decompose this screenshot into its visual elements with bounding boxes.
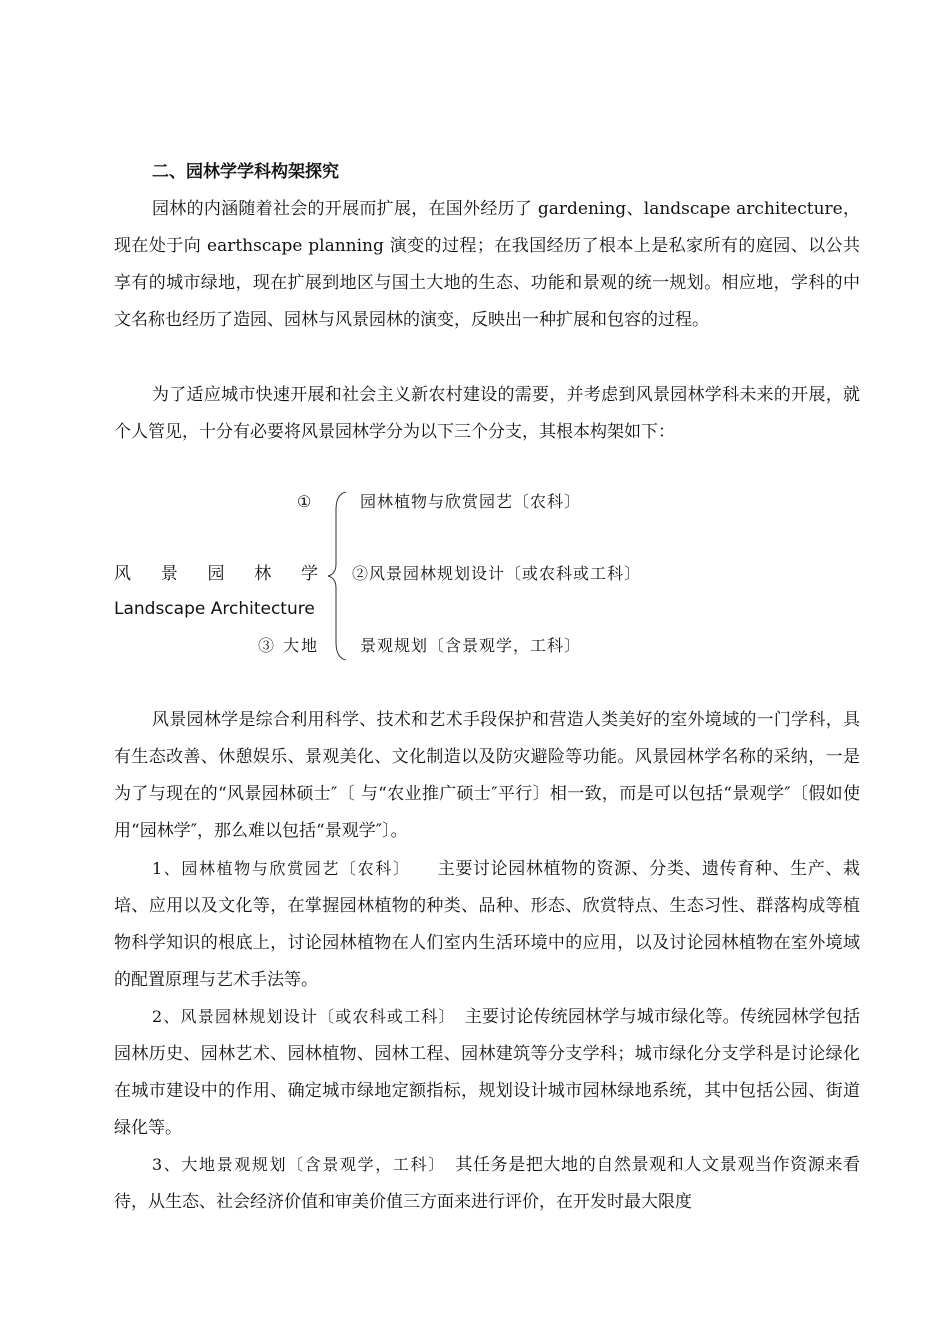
root-char: 林 bbox=[254, 564, 272, 584]
branch-1-body: 主要讨论园林植物的资源、分类、遗传育种、生产、栽培、应用以及文化等，在掌握园林植物的种类、品种、形态、欣赏特点、生态习性、群落构成等植物科学知识的根底上，讨论园林植物在人们室内生活环境中的应用，以及讨论园林植物在室外境域的配置原理与艺术手法等。 bbox=[114, 859, 861, 990]
branch-1-number: ① bbox=[297, 492, 312, 511]
branch-3-number: ③ 大地 bbox=[258, 636, 320, 655]
branch-3-title: 3、大地景观规划〔含景观学，工科〕 bbox=[152, 1155, 438, 1174]
paragraph-definition: 风景园林学是综合利用科学、技术和艺术手段保护和营造人类美好的室外境域的一门学科，具有生态改善、休憩娱乐、景观美化、文化制造以及防灾避险等功能。风景园林学名称的采纳，一是为了与现在的“风景园林硕士″〔 与“农业推广硕士″平行〕相一致，而是可以包括“景观学″〔假如使用“园林学″，那么难以包括“景观学″〕。 bbox=[114, 710, 860, 841]
root-char: 风 bbox=[114, 564, 131, 584]
curly-brace-icon bbox=[322, 488, 352, 664]
paragraph-intro: 园林的内涵随着社会的开展而扩展，在国外经历了 gardening、landscape architecture，现在处于向 earthscape planning 演变的过程；在我国经历了根本上是私家所有的庭园、以公共享有的城市绿地，现在扩展到地区与国土大地的生态、功能和景观的统一规划。相应地，学科的中文名称也经历了造园、园林与风景园林的演变，反映出一种扩展和包容的过程。 bbox=[114, 199, 860, 330]
branch-2-label: ②风景园林规划设计〔或农科或工科〕 bbox=[352, 564, 642, 583]
paragraph-branches-intro: 为了适应城市快速开展和社会主义新农村建设的需要，并考虑到风景园林学科未来的开展，就个人管见，十分有必要将风景园林学分为以下三个分支，其根本构架如下： bbox=[114, 385, 860, 442]
root-char: 景 bbox=[160, 564, 178, 584]
paragraph-branch-3 bbox=[114, 1146, 860, 1221]
paragraph-branch-2 bbox=[114, 998, 860, 1147]
branch-1-title: 1、园林植物与欣赏园艺〔农科〕 bbox=[152, 859, 403, 878]
root-char: 园 bbox=[207, 564, 225, 584]
diagram-root-english: Landscape Architecture bbox=[114, 599, 315, 619]
branch-3-body: 其任务是把大地的自然景观和人文景观当作资源来看待，从生态、社会经济价值和审美价值三方面来进行评价，在开发时最大限度 bbox=[114, 1155, 861, 1212]
paragraph-branch-1 bbox=[114, 850, 860, 999]
branch-2-body: 主要讨论传统园林学与城市绿化等。传统园林学包括园林历史、园林艺术、园林植物、园林工程、园林建筑等分支学科；城市绿化分支学科是讨论绿化在城市建设中的作用、确定城市绿地定额指标，规划设计城市园林绿地系统，其中包括公园、街道绿化等。 bbox=[114, 1007, 861, 1138]
branch-1-label: 园林植物与欣赏园艺〔农科〕 bbox=[360, 492, 582, 511]
root-char: 学 bbox=[301, 564, 318, 584]
branch-2-title: 2、风景园林规划设计〔或农科或工科〕 bbox=[152, 1007, 448, 1026]
section-heading: 二、园林学学科构架探究 bbox=[152, 162, 339, 182]
branch-3-label: 景观规划〔含景观学，工科〕 bbox=[360, 636, 582, 655]
diagram-root-chinese bbox=[114, 563, 318, 585]
